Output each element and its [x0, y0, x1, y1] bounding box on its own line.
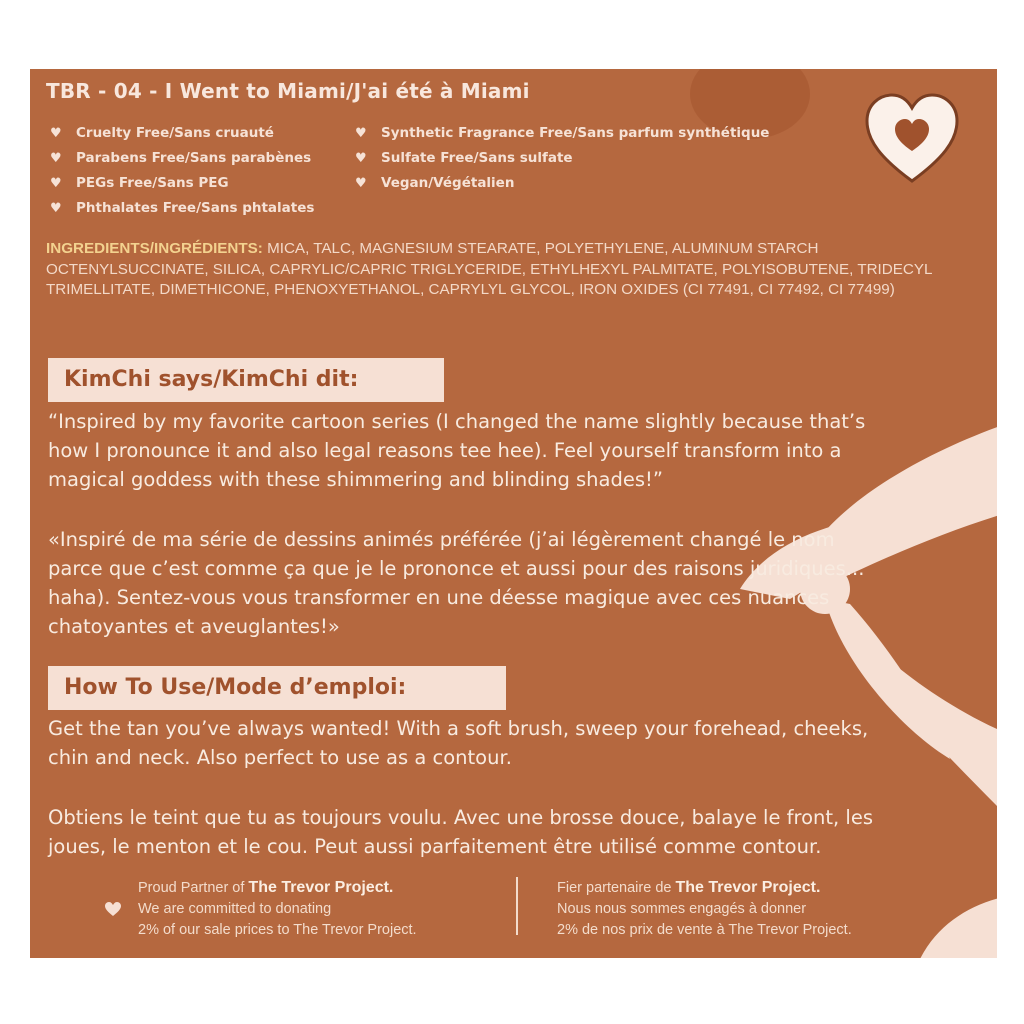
heart-icon: ♥: [50, 176, 62, 191]
heart-icon: ♥: [50, 151, 62, 166]
kimchi-heading: KimChi says/KimChi dit:: [48, 358, 444, 402]
ingredients-label: INGREDIENTS/INGRÉDIENTS:: [46, 240, 263, 257]
claims-list-right: [355, 121, 769, 196]
partner-prefix: Fier partenaire de: [557, 880, 676, 896]
ingredients-block: [46, 239, 951, 301]
list-item: [355, 146, 769, 171]
claim-label: Synthetic Fragrance Free/Sans parfum synthétique: [381, 125, 770, 141]
list-item: [50, 121, 314, 146]
partner-org: The Trevor Project.: [248, 879, 394, 896]
claim-label: Parabens Free/Sans parabènes: [76, 150, 312, 166]
kimchi-quote-en: “Inspired by my favorite cartoon series (I changed the name slightly because that’s how I pronounce it and also legal reasons tee hee). Feel yourself transform into a magical goddess with these shimmering and blinding shades!”: [48, 410, 866, 491]
how-to-use-heading: How To Use/Mode d’emploi:: [48, 666, 506, 710]
partner-line: Nous nous sommes engagés à donner: [557, 901, 807, 917]
product-title: TBR - 04 - I Went to Miami/J'ai été à Miami: [46, 79, 530, 103]
list-item: [355, 171, 769, 196]
list-item: [50, 146, 314, 171]
heart-badge-icon: [862, 91, 962, 191]
list-item: [50, 196, 314, 221]
claim-label: Cruelty Free/Sans cruauté: [76, 125, 274, 141]
how-to-use-en: Get the tan you’ve always wanted! With a soft brush, sweep your forehead, cheeks, chin and neck. Also perfect to use as a contour.: [48, 717, 869, 769]
list-item: [50, 171, 314, 196]
divider: [516, 877, 518, 935]
kimchi-quote-fr: «Inspiré de ma série de dessins animés préférée (j’ai légèrement changé le nom parce que c’est comme ça que je le prononce et aussi pour des raisons juridiques... haha). Sentez-vous vous transformer en une déesse magique avec ces nuances chatoyantes et aveuglantes!»: [48, 528, 865, 638]
partner-statement-fr: [557, 877, 852, 941]
heart-icon: [104, 901, 122, 917]
how-to-use-fr: Obtiens le teint que tu as toujours voulu. Avec une brosse douce, balaye le front, les joues, le menton et le cou. Peut aussi parfaitement être utilisé comme contour.: [48, 806, 874, 858]
partner-statement-en: [138, 877, 417, 941]
claim-label: PEGs Free/Sans PEG: [76, 175, 229, 191]
heart-icon: ♥: [50, 201, 62, 216]
partner-line: We are committed to donating: [138, 901, 332, 917]
heart-icon: ♥: [355, 176, 367, 191]
claims-list-left: [50, 121, 314, 221]
partner-org: The Trevor Project.: [675, 879, 821, 896]
heart-icon: ♥: [50, 126, 62, 141]
claim-label: Phthalates Free/Sans phtalates: [76, 200, 315, 216]
ingredients-text: MICA, TALC, MAGNESIUM STEARATE, POLYETHYLENE, ALUMINUM STARCH OCTENYLSUCCINATE, SILICA, CAPRYLIC/CAPRIC TRIGLYCERIDE, ETHYLHEXYL PALMITATE, POLYISOBUTENE, TRIDECYL TRIMELLITATE, DIMETHICONE, PHENOXYETHANOL, CAPRYLYL GLYCOL, IRON OXIDES (CI 77491, CI 77492, CI 77499): [46, 240, 932, 298]
heart-icon: ♥: [355, 151, 367, 166]
heart-icon: ♥: [355, 126, 367, 141]
partner-line: 2% de nos prix de vente à The Trevor Project.: [557, 922, 852, 938]
list-item: [355, 121, 769, 146]
partner-prefix: Proud Partner of: [138, 880, 249, 896]
claim-label: Vegan/Végétalien: [381, 175, 515, 191]
package-back-panel: [30, 69, 997, 958]
claim-label: Sulfate Free/Sans sulfate: [381, 150, 573, 166]
partner-line: 2% of our sale prices to The Trevor Project.: [138, 922, 417, 938]
